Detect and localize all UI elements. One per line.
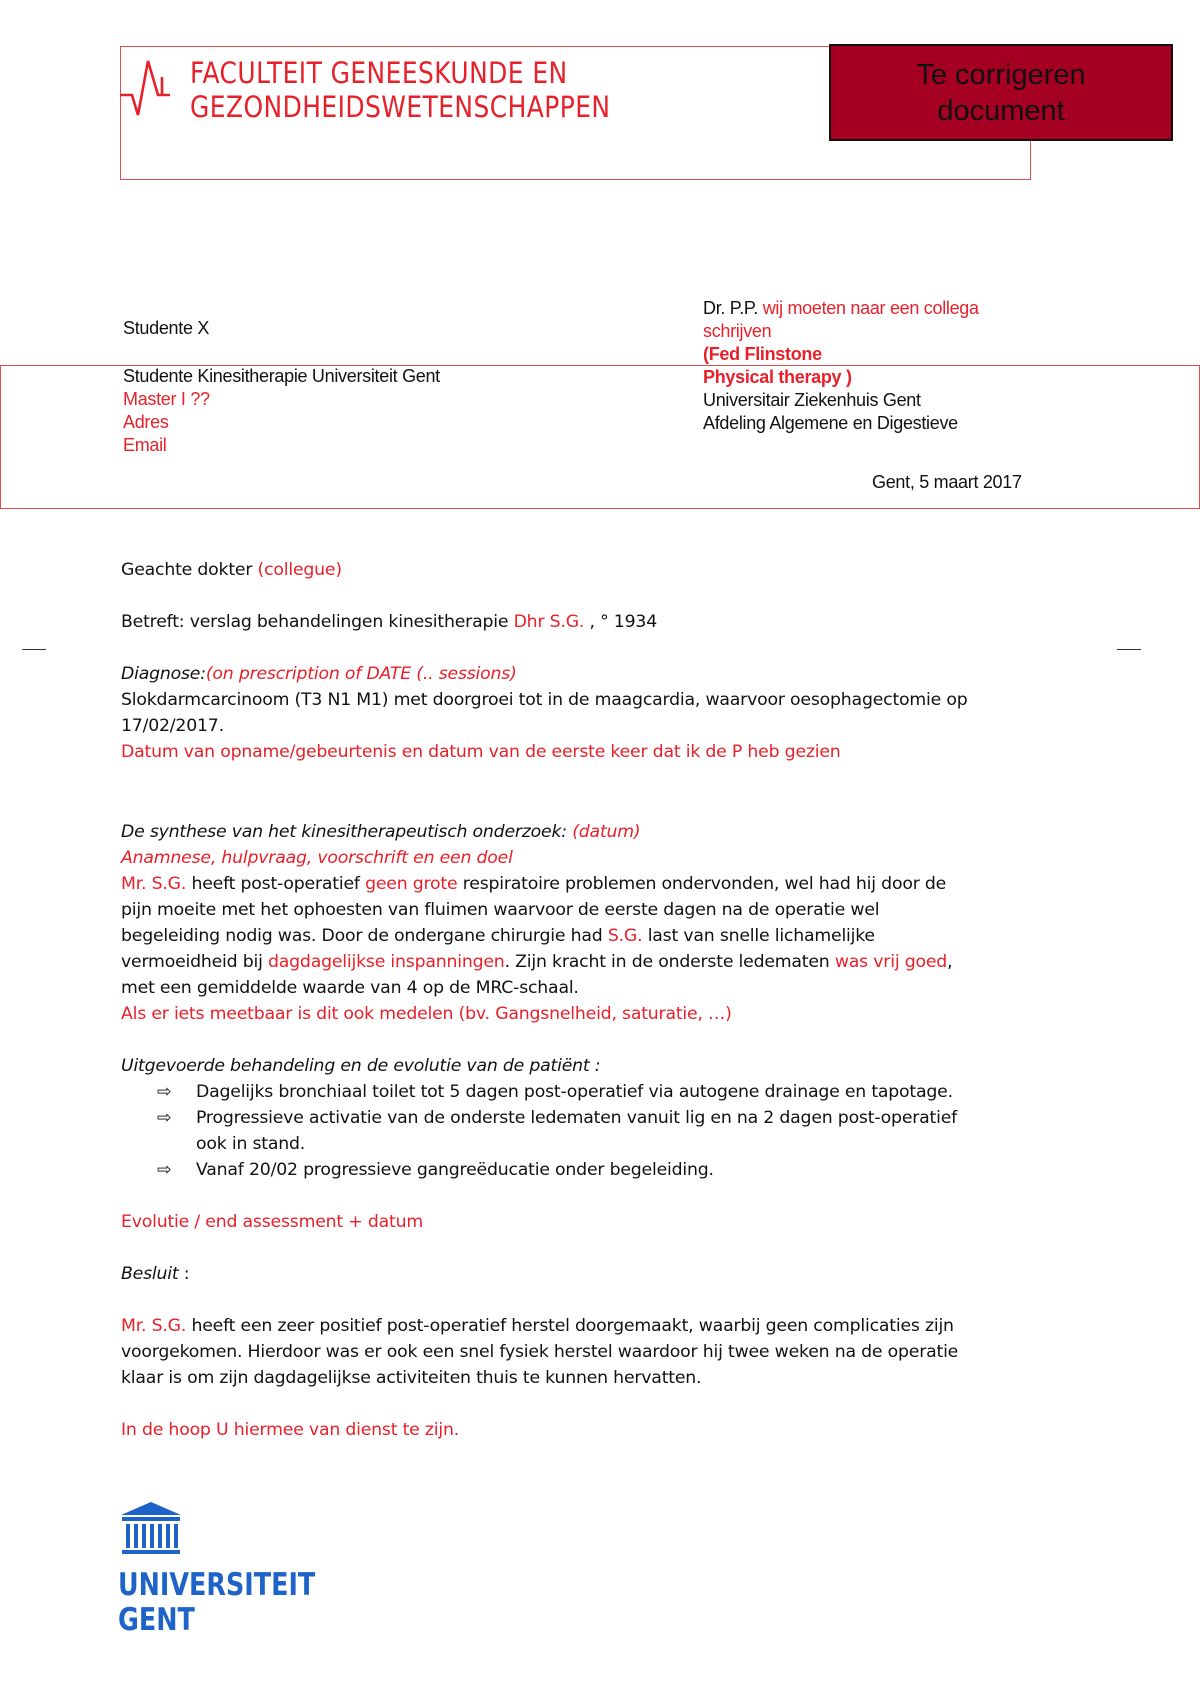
subject-text: Betreft: verslag behandelingen kinesitherapie — [121, 612, 509, 632]
synthesis-line4-a: vermoeidheid bij — [121, 952, 263, 972]
sender-program: Studente Kinesitherapie Universiteit Gent — [123, 366, 440, 386]
recipient-title-line — [703, 297, 1083, 320]
recipient-bold-line2: Physical therapy ) — [703, 367, 852, 387]
treatment-item — [121, 1157, 1131, 1183]
synthesis-line4-b: . Zijn kracht in de onderste ledematen — [504, 952, 830, 972]
recipient-note: wij moeten naar een collega — [762, 298, 979, 318]
synthesis-line2: pijn moeite met het ophoesten van fluimen waarvoor de eerste dagen na de operatie wel — [121, 900, 880, 920]
diagnosis-text-line2: 17/02/2017. — [121, 716, 224, 736]
recipient-title: Dr. P.P. — [703, 298, 758, 318]
university-name-line2: GENT — [118, 1602, 195, 1638]
synthesis-line3-sg: S.G. — [607, 926, 643, 946]
university-logo-text — [118, 1568, 315, 1638]
recipient-department: Afdeling Algemene en Digestieve — [703, 413, 958, 433]
synthesis-line4-red2: was vrij goed — [834, 952, 948, 972]
conclusion-heading: Besluit — [121, 1264, 179, 1284]
recipient-bold-line1: (Fed Flinstone — [703, 344, 822, 364]
stamp-line1: Te corrigeren — [916, 58, 1086, 91]
conclusion-line1 — [121, 1313, 1131, 1339]
faculty-name-line1: FACULTEIT GENEESKUNDE EN — [190, 56, 568, 90]
diagnosis-prescription-note: (on prescription of DATE (.. sessions) — [205, 664, 517, 684]
synthesis-geen-grote: geen grote — [365, 874, 458, 894]
treatment-item — [121, 1105, 1131, 1157]
diagnosis-text-line1: Slokdarmcarcinoom (T3 N1 M1) met doorgroei tot in de maagcardia, waarvoor oesophagectomie op — [121, 690, 968, 710]
synthesis-heading: De synthese van het kinesitherapeutisch onderzoek: — [121, 822, 567, 842]
sender-name: Studente X — [123, 318, 210, 338]
diagnosis-heading: Diagnose: — [121, 664, 206, 684]
university-name-line1: UNIVERSITEIT — [118, 1567, 316, 1603]
synthesis-subheading: Anamnese, hulpvraag, voorschrift en een doel — [121, 848, 513, 868]
diagnosis-heading-line — [121, 661, 1131, 687]
correction-stamp — [829, 44, 1173, 141]
conclusion-text: heeft een zeer positief post-operatief herstel doorgemaakt, waarbij geen complicaties zijn — [191, 1316, 954, 1336]
synthesis-text-b: respiratoire problemen ondervonden, wel had hij door de — [462, 874, 947, 894]
treatment-heading: Uitgevoerde behandeling en de evolutie van de patiënt : — [121, 1056, 601, 1076]
conclusion-line3: klaar is om zijn dagdagelijkse activiteiten thuis te kunnen hervatten. — [121, 1368, 702, 1388]
treatment-item-text: Progressieve activatie van de onderste ledematen vanuit lig en na 2 dagen post-operatief — [196, 1108, 958, 1128]
salutation-note: (collegue) — [257, 560, 342, 580]
synthesis-line5: met een gemiddelde waarde van 4 op de MRC-schaal. — [121, 978, 579, 998]
closing-line: In de hoop U hiermee van dienst te zijn. — [121, 1420, 460, 1440]
salutation — [121, 557, 1131, 583]
salutation-text: Geachte dokter — [121, 560, 253, 580]
conclusion-line2: voorgekomen. Hierdoor was er ook een snel fysiek herstel waardoor hij twee weken na de operatie — [121, 1342, 959, 1362]
subject-line — [121, 609, 1131, 635]
synthesis-measure-note: Als er iets meetbaar is dit ook medelen (bv. Gangsnelheid, saturatie, …) — [121, 1004, 732, 1024]
treatment-item-text: Vanaf 20/02 progressieve gangreëducatie onder begeleiding. — [196, 1160, 714, 1180]
synthesis-line3 — [121, 923, 1131, 949]
synthesis-date-note: (datum) — [572, 822, 641, 842]
letter-date: Gent, 5 maart 2017 — [872, 472, 1022, 492]
conclusion-colon: : — [183, 1264, 190, 1284]
treatment-item-text-line2: ook in stand. — [196, 1134, 306, 1154]
recipient-note-line2: schrijven — [703, 321, 772, 341]
sender-address: Adres — [123, 412, 169, 432]
arrow-icon: ⇨ — [157, 1108, 172, 1128]
synthesis-line4-c: , — [947, 952, 953, 972]
stamp-line2: document — [937, 94, 1065, 127]
synthesis-line3-a: begeleiding nodig was. Door de ondergane chirurgie had — [121, 926, 603, 946]
left-margin-mark — [22, 649, 46, 650]
recipient-hospital: Universitair Ziekenhuis Gent — [703, 390, 921, 410]
synthesis-patient: Mr. S.G. — [121, 874, 187, 894]
sender-email: Email — [123, 435, 167, 455]
treatment-item-text: Dagelijks bronchiaal toilet tot 5 dagen post-operatief via autogene drainage en tapotage. — [196, 1082, 953, 1102]
synthesis-line1 — [121, 871, 1131, 897]
treatment-item — [121, 1079, 1131, 1105]
faculty-name-line2: GEZONDHEIDSWETENSCHAPPEN — [190, 90, 611, 124]
diagnosis-note: Datum van opname/gebeurtenis en datum van de eerste keer dat ik de P heb gezien — [121, 742, 841, 762]
synthesis-line4 — [121, 949, 1131, 975]
faculty-logo-icon — [118, 55, 184, 121]
synthesis-line4-red: dagdagelijkse inspanningen — [268, 952, 505, 972]
arrow-icon: ⇨ — [157, 1160, 172, 1180]
evolution-note: Evolutie / end assessment + datum — [121, 1212, 423, 1232]
conclusion-patient: Mr. S.G. — [121, 1316, 187, 1336]
synthesis-heading-line — [121, 819, 1131, 845]
subject-birth: , ° 1934 — [589, 612, 657, 632]
synthesis-line3-b: last van snelle lichamelijke — [647, 926, 875, 946]
faculty-name — [190, 56, 611, 124]
subject-patient: Dhr S.G. — [513, 612, 585, 632]
synthesis-text-a: heeft post-operatief — [191, 874, 360, 894]
letter-body — [121, 557, 1131, 1443]
sender-details — [123, 365, 440, 457]
arrow-icon: ⇨ — [157, 1082, 172, 1102]
university-building-icon — [119, 1500, 183, 1558]
conclusion-heading-line — [121, 1261, 1131, 1287]
sender-master: Master I ?? — [123, 389, 210, 409]
